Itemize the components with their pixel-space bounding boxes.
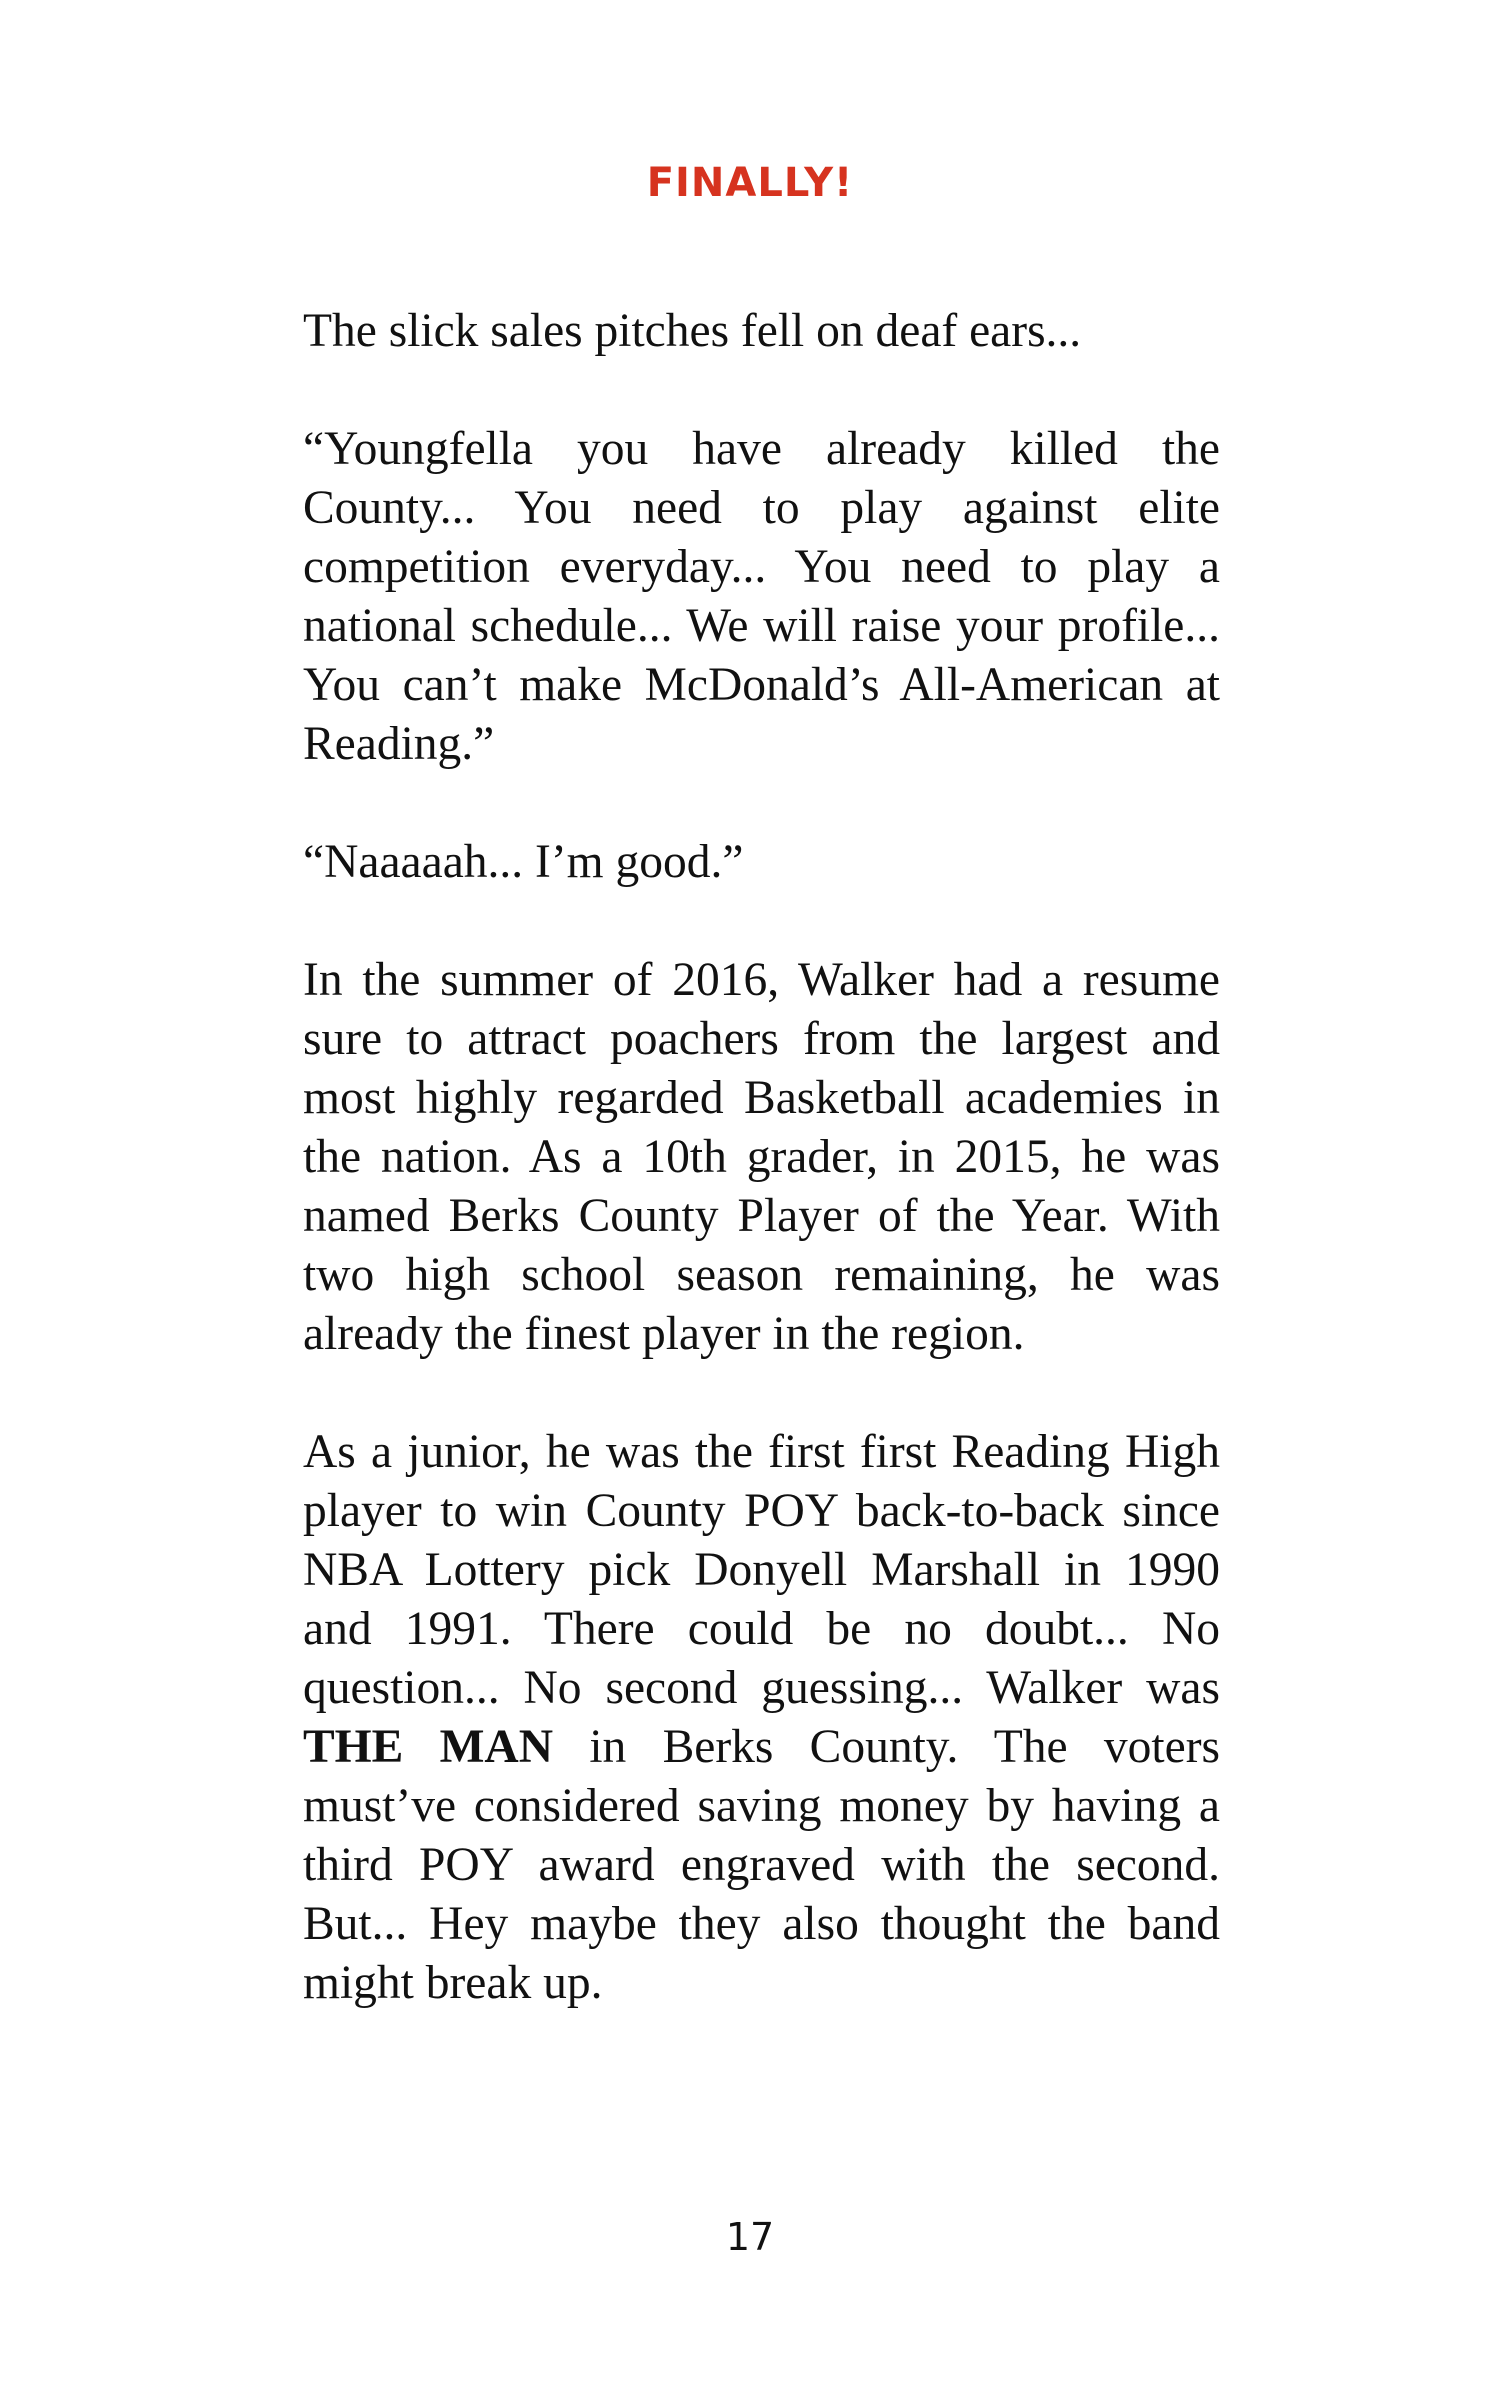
paragraph-junior-year-text-before: As a junior, he was the first first Reading High player to win County POY back-to-back since NBA Lottery pick Donyell Marshall in 1990 and 1991. There could be no doubt... No question... No second guessing... Walker was: [303, 1426, 1220, 1714]
paragraph-reply-quote: “Naaaaah... I’m good.”: [303, 836, 744, 888]
page-number: 17: [725, 2215, 775, 2259]
the-man-emphasis: THE MAN: [303, 1721, 554, 1773]
paragraph-opening: The slick sales pitches fell on deaf ears...: [303, 305, 1082, 357]
chapter-title: FINALLY!: [646, 160, 854, 206]
paragraph-junior-year-text-after: in Berks County. The voters must’ve considered saving money by having a third POY award engraved with the second. But... Hey maybe they also thought the band might break up.: [303, 1721, 1220, 2009]
paragraph-recruiter-quote: “Youngfella you have already killed the County... You need to play against elite competition everyday... You need to play a national schedule... We will raise your profile... You can’t make McDonald’s All-American at Reading.”: [303, 423, 1220, 770]
paragraph-junior-year: [303, 1423, 1220, 2013]
body-text: [303, 302, 1220, 2013]
paragraph-resume: In the summer of 2016, Walker had a resume sure to attract poachers from the largest and most highly regarded Basketball academies in the nation. As a 10th grader, in 2015, he was named Berks County Player of the Year. With two high school season remaining, he was already the finest player in the region.: [303, 954, 1220, 1360]
